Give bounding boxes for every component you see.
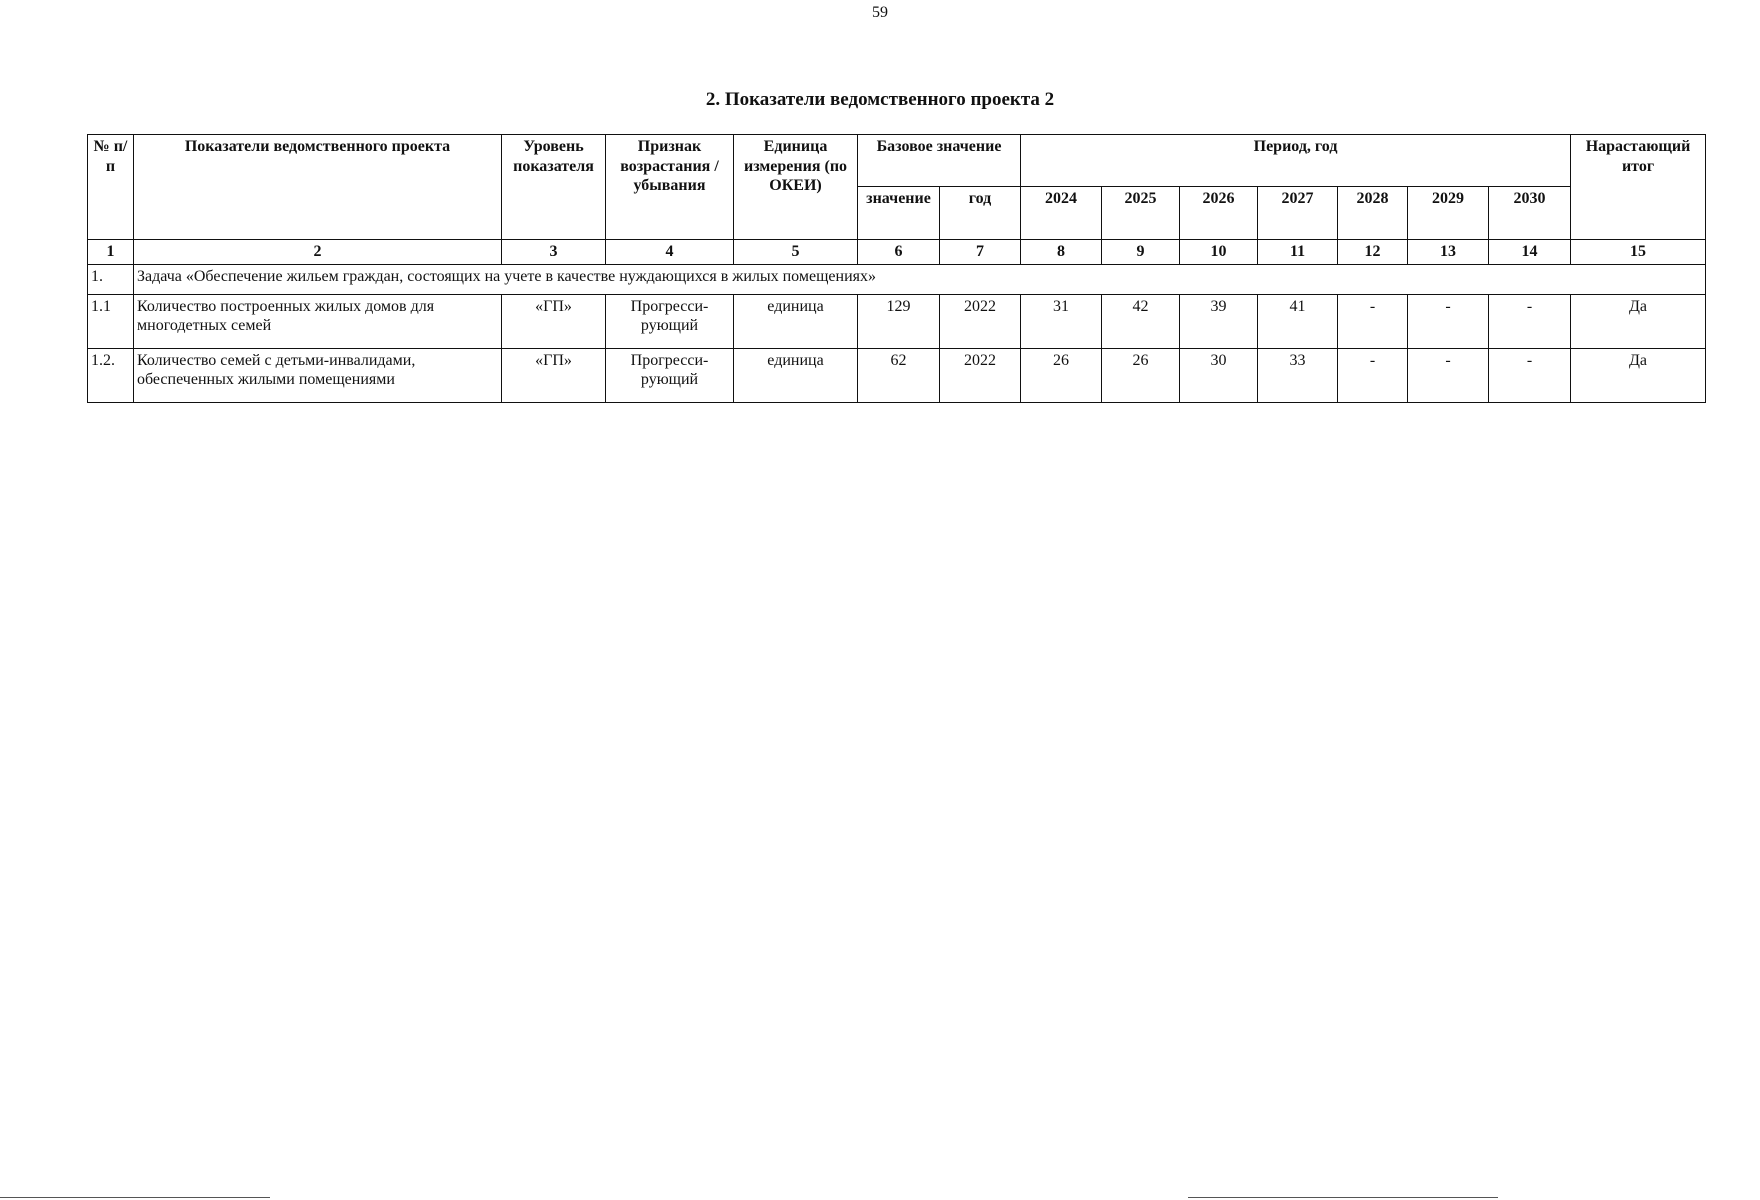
task-row [88,264,1706,294]
row-cumulative: Да [1571,294,1706,348]
row-year-value: - [1338,348,1408,402]
column-number: 3 [502,240,606,265]
column-number: 6 [858,240,940,265]
table-header [88,135,1706,265]
header-year: 2027 [1258,187,1338,240]
row-year-value: - [1489,294,1571,348]
row-year-value: 30 [1180,348,1258,402]
row-year-value: 42 [1102,294,1180,348]
row-base-value: 62 [858,348,940,402]
row-indicator: Количество построенных жилых домов для многодетных семей [134,294,502,348]
column-number: 13 [1408,240,1489,265]
page-number: 59 [872,4,888,21]
column-number: 9 [1102,240,1180,265]
header-year: 2026 [1180,187,1258,240]
header-no: № п/п [88,135,134,240]
header-base-value: значение [858,187,940,240]
column-number: 8 [1021,240,1102,265]
header-year: 2030 [1489,187,1571,240]
column-number: 7 [940,240,1021,265]
document-title: 2. Показатели ведомственного проекта 2 [705,89,1055,110]
row-year-value: - [1408,294,1489,348]
row-year-value: 33 [1258,348,1338,402]
scan-edge-lines [0,1197,1760,1199]
header-year: 2025 [1102,187,1180,240]
column-number-row [88,240,1706,265]
row-level: «ГП» [502,294,606,348]
header-base-year: год [940,187,1021,240]
row-year-value: - [1408,348,1489,402]
row-cumulative: Да [1571,348,1706,402]
header-period: Период, год [1021,135,1571,187]
row-year-value: - [1338,294,1408,348]
header-year: 2024 [1021,187,1102,240]
header-year: 2028 [1338,187,1408,240]
column-number: 1 [88,240,134,265]
header-base: Базовое значение [858,135,1021,187]
table-row [88,348,1706,402]
header-indicator: Показатели ведомственного проекта [134,135,502,240]
row-year-value: - [1489,348,1571,402]
row-base-year: 2022 [940,294,1021,348]
row-unit: единица [734,294,858,348]
header-level: Уровень показателя [502,135,606,240]
task-no: 1. [88,264,134,294]
row-year-value: 41 [1258,294,1338,348]
column-number: 4 [606,240,734,265]
row-no: 1.1 [88,294,134,348]
column-number: 14 [1489,240,1571,265]
column-number: 12 [1338,240,1408,265]
row-unit: единица [734,348,858,402]
row-indicator: Количество семей с детьми-инвалидами, обеспеченных жилыми помещениями [134,348,502,402]
row-base-year: 2022 [940,348,1021,402]
column-number: 5 [734,240,858,265]
column-number: 2 [134,240,502,265]
column-number: 11 [1258,240,1338,265]
header-unit: Единица измерения (по ОКЕИ) [734,135,858,240]
table-row [88,294,1706,348]
task-text: Задача «Обеспечение жильем граждан, состоящих на учете в качестве нуждающихся в жилых помещениях» [134,264,1706,294]
row-year-value: 26 [1021,348,1102,402]
row-year-value: 39 [1180,294,1258,348]
indicators-table [87,134,1706,403]
row-base-value: 129 [858,294,940,348]
column-number: 10 [1180,240,1258,265]
header-year: 2029 [1408,187,1489,240]
row-no: 1.2. [88,348,134,402]
row-trend: Прогресси-рующий [606,294,734,348]
row-level: «ГП» [502,348,606,402]
header-cumulative: Нарастающий итог [1571,135,1706,240]
row-year-value: 31 [1021,294,1102,348]
column-number: 15 [1571,240,1706,265]
row-year-value: 26 [1102,348,1180,402]
row-trend: Прогресси-рующий [606,348,734,402]
header-trend: Признак возрастания / убывания [606,135,734,240]
